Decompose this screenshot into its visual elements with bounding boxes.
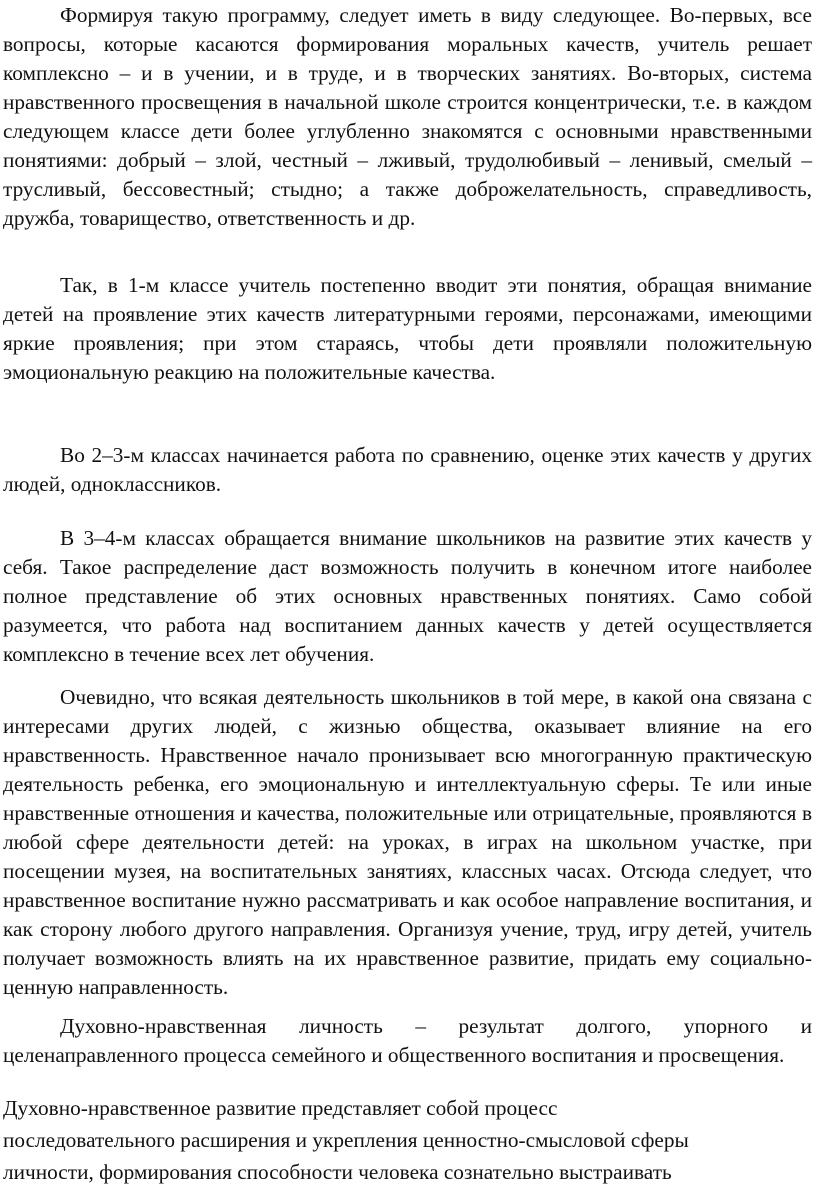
paragraph-spiritual-personality: Духовно-нравственная личность – результат долгого, упорного и целенаправленного процесса семейного и общественного воспитания и просвещения. (3, 1014, 812, 1067)
text-line: последовательного расширения и укрепления ценностно-смысловой сферы (3, 1128, 689, 1152)
text-line: Духовно-нравственное развитие представляет собой процесс (3, 1096, 558, 1120)
text-line: личности, формирования способности человека сознательно выстраивать (3, 1160, 672, 1184)
paragraph-first-grade: Так, в 1-м классе учитель постепенно вводит эти понятия, обращая внимание детей на проявление этих качеств литературными героями, персонажами, имеющими яркие проявления; при этом стараясь, чтобы дети проявляли положительную эмоциональную реакцию на положительные качества. (3, 273, 812, 384)
paragraph-grades-2-3: Во 2–3-м классах начинается работа по сравнению, оценке этих качеств у других людей, одноклассников. (3, 443, 812, 496)
paragraph-program-formation: Формируя такую программу, следует иметь в виду следующее. Во-первых, все вопросы, которые касаются формирования моральных качеств, учитель решает комплексно – и в учении, и в труде, и в творческих занятиях. Во-вторых, система нравственного просвещения в начальной школе строится концентрически, т.е. в каждом следующем классе дети более углубленно знакомятся с основными нравственными понятиями: добрый – злой, честный – лживый, трудолюбивый – ленивый, смелый – трусливый, бессовестный; стыдно; а также доброжелательность, справедливость, дружба, товарищество, ответственность и др. (3, 3, 812, 230)
paragraph-moral-activity: Очевидно, что всякая деятельность школьников в той мере, в какой она связана с интересами других людей, с жизнью общества, оказывает влияние на его нравственность. Нравственное начало пронизывает всю многогранную практическую деятельность ребенка, его эмоциональную и интеллектуальную сферы. Те или иные нравственные отношения и качества, положительные или отрицательные, проявляются в любой сфере деятельности детей: на уроках, в играх на школьном участке, при посещении музея, на воспитательных занятиях, классных часах. Отсюда следует, что нравственное воспитание нужно рассматривать и как особое направление воспитания, и как сторону любого другого направления. Организуя учение, труд, игру детей, учитель получает возможность влиять на их нравственное развитие, придать ему социально-ценную направленность. (3, 685, 812, 999)
paragraph-grades-3-4: В 3–4-м классах обращается внимание школьников на развитие этих качеств у себя. Такое распределение даст возможность получить в конечном итоге наиболее полное представление об этих основных нравственных понятиях. Само собой разумеется, что работа над воспитанием данных качеств у детей осуществляется комплексно в течение всех лет обучения. (3, 526, 812, 666)
paragraph-spiritual-development (3, 1092, 803, 1188)
